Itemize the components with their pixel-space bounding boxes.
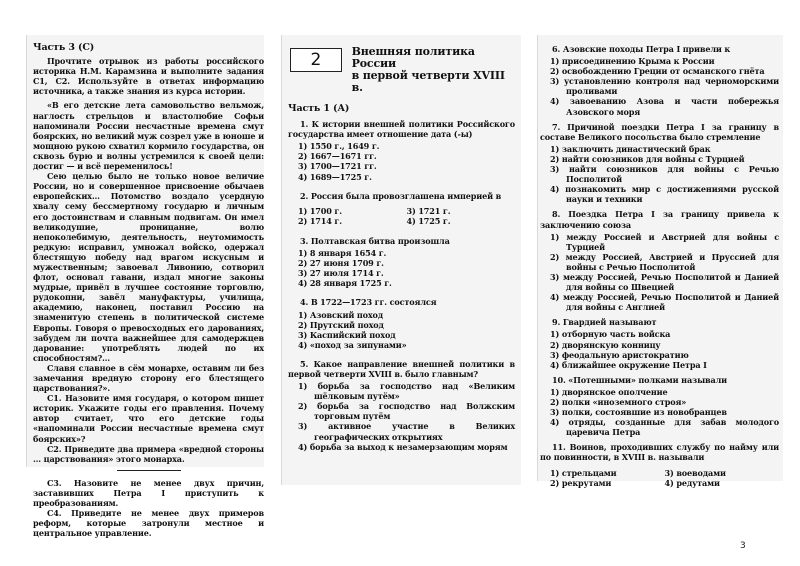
option: 1) дворянское ополчение xyxy=(550,386,668,397)
section-header xyxy=(288,46,515,94)
option: 4) 1689—1725 г. xyxy=(298,171,372,182)
quote-paragraph-2: Сею целью было не только новое величие России, но и совершенное присвоение обычаев европейских… Потомство воздало усердную хвалу сему бессмертному государю и личным его достоинствам и славным подвигам. Он имел великодушие, проницание, волю непоколебимую, деятельность, неутомимость редкую: исправил, умножал войско, одержал блестящую победу над врагом искусным и мужественным; завоевал Ливонию, сотворил флот, основал гавани, издал многие законы мудрые, привёл в лучшее состояние торговлю, рудокопни, завёл мануфактуры, училища, академию, наконец, поставил Россию на знаменитую степень в политической системе Европы. Говоря о превосходных его дарованиях, забудем ли почта важнейшее для самодержцев дарование: употреблять людей по их способностям?… xyxy=(33,171,264,363)
part-title: Часть 3 (С) xyxy=(33,42,95,53)
question-10: 10. «Потешными» полками называли xyxy=(552,374,728,385)
options-list xyxy=(540,387,779,437)
options-list xyxy=(540,329,779,369)
option: 1) борьба за господство над «Великим шёлковым путём» xyxy=(298,381,515,402)
option: 1) Азовский поход xyxy=(298,309,384,320)
options-list xyxy=(540,144,779,205)
option: 3) воеводами xyxy=(664,467,726,478)
options-list xyxy=(288,310,515,350)
option: 2) 1667—1671 гг. xyxy=(298,151,377,162)
left-page-part3 xyxy=(26,35,264,539)
option: 1) заключить династический брак xyxy=(550,143,711,154)
task-c3: С3. Назовите не менее двух причин, заставивших Петра I приступить к преобразованиям. xyxy=(33,477,264,509)
quote-paragraph-1: «В его детские лета самовольство вельмож, наглость стрельцов и властолюбие Софьи напоминали России несчастные времена смут боярских, но великий муж созрел уже в юноше и мощною рукою схватил кормило государства, он сквозь бурю и волны устремился к своей цели: достиг — и всё переменилось! xyxy=(33,100,264,172)
section-number-box: 2 xyxy=(290,48,342,72)
options-grid xyxy=(540,468,779,488)
question-3: 3. Полтавская битва произошла xyxy=(300,235,450,246)
option: 1) 1700 г. xyxy=(298,205,342,216)
option: 1) стрельцами xyxy=(550,467,617,478)
slide-page-number: 3 xyxy=(740,541,746,551)
separator-line xyxy=(117,470,181,471)
option: 3) Каспийский поход xyxy=(298,329,396,340)
option: 4) завоеванию Азова и части побережья Азовского моря xyxy=(550,96,779,117)
option: 3) 1700—1721 гг. xyxy=(298,161,377,172)
task-c2: С2. Приведите два примера «вредной стороны … царствования» этого монарха. xyxy=(33,443,264,464)
option: 2) дворянскую конницу xyxy=(550,339,661,350)
option: 4) борьба за выход к незамерзающим морям xyxy=(298,441,508,452)
option: 1) 1550 г., 1649 г. xyxy=(298,141,380,152)
option: 4) 1725 г. xyxy=(406,215,451,226)
options-list xyxy=(288,381,515,452)
question-1: 1. К истории внешней политики Российского государства имеет отношение дата (-ы) xyxy=(288,119,515,140)
question-9: 9. Гвардией называют xyxy=(552,317,657,328)
option: 3) найти союзников для войны с Речью Посполитой xyxy=(550,164,779,185)
options-list xyxy=(288,248,515,288)
option: 4) ближайшее окружение Петра I xyxy=(550,359,707,370)
option: 4) познакомить мир с достижениями русской науки и техники xyxy=(550,184,779,205)
task-c1: С1. Назовите имя государя, о котором пишет историк. Укажите годы его правления. Почему автор считает, что его детские годы «напоминали России несчастные времена смут боярских»? xyxy=(33,393,264,444)
question-2: 2. Россия была провозглашена империей в xyxy=(300,190,502,201)
part-title: Часть 1 (А) xyxy=(288,103,350,114)
question-7: 7. Причиной поездки Петра I за границу в составе Великого посольства было стремление xyxy=(540,121,779,142)
option: 2) 27 июня 1709 г. xyxy=(298,258,384,269)
options-list xyxy=(540,56,779,117)
options-list xyxy=(540,232,779,313)
option: 2) освобождению Греции от османского гнёта xyxy=(550,66,765,77)
option: 1) отборную часть войска xyxy=(550,329,671,340)
option: 1) между Россией и Австрией для войны с Турцией xyxy=(550,231,779,252)
option: 4) «поход за зипунами» xyxy=(298,339,407,350)
option: 3) активное участие в Великих географических открытиях xyxy=(298,421,515,442)
question-11: 11. Воинов, проходивших службу по найму или по повинности, в XVIII в. называли xyxy=(540,442,779,463)
option: 1) 8 января 1654 г. xyxy=(298,248,387,259)
task-c4: С4. Приведите не менее двух примеров реформ, которые затронули местное и центральное управление. xyxy=(33,508,264,539)
question-5: 5. Какое направление внешней политики в первой четверти XVIII в. было главным? xyxy=(288,358,515,379)
option: 4) отряды, созданные для забав молодого царевича Петра xyxy=(550,417,779,438)
question-6: 6. Азовские походы Петра I привели к xyxy=(552,44,731,54)
option: 4) редутами xyxy=(664,477,720,488)
option: 4) 28 января 1725 г. xyxy=(298,278,392,289)
option: 4) между Россией, Речью Посполитой и Данией для войны с Англией xyxy=(550,292,779,313)
option: 3) 27 июля 1714 г. xyxy=(298,268,384,279)
option: 2) между Россией, Австрией и Пруссией для войны с Речью Посполитой xyxy=(550,251,779,272)
option: 3) полки, состоявшие из новобранцев xyxy=(550,407,727,418)
option: 3) между Россией, Речью Посполитой и Данией для войны со Швецией xyxy=(550,271,779,293)
quote-paragraph-3: Славя славное в сём монархе, оставим ли без замечания вредную сторону его блестящего царствования?». xyxy=(33,362,264,394)
options-list xyxy=(288,141,515,181)
option: 1) присоединению Крыма к России xyxy=(550,56,715,67)
option: 2) рекрутами xyxy=(550,477,612,488)
section-title: Внешняя политика России в первой четверти XVIII в. xyxy=(351,45,505,94)
middle-page-part1 xyxy=(281,35,521,485)
right-page-questions xyxy=(537,35,783,488)
option: 2) полки «иноземного строя» xyxy=(550,397,687,407)
question-8: 8. Поездка Петра I за границу привела к заключению союза xyxy=(540,209,779,230)
question-4: 4. В 1722—1723 гг. состоялся xyxy=(300,297,437,308)
option: 3) 1721 г. xyxy=(406,205,451,216)
option: 2) борьба за господство над Волжским торговым путём xyxy=(298,401,515,422)
intro-text: Прочтите отрывок из работы российского историка Н.М. Карамзина и выполните задания С1, С2. Используйте в ответах информацию источника, а также знания из курса истории. xyxy=(33,56,264,97)
option: 2) 1714 г. xyxy=(298,215,342,226)
option: 3) установлению контроля над черноморскими проливами xyxy=(550,76,779,97)
option: 2) найти союзников для войны с Турцией xyxy=(550,153,745,164)
options-grid xyxy=(288,206,515,226)
option: 2) Прутский поход xyxy=(298,319,384,330)
option: 3) феодальную аристократию xyxy=(550,349,689,360)
